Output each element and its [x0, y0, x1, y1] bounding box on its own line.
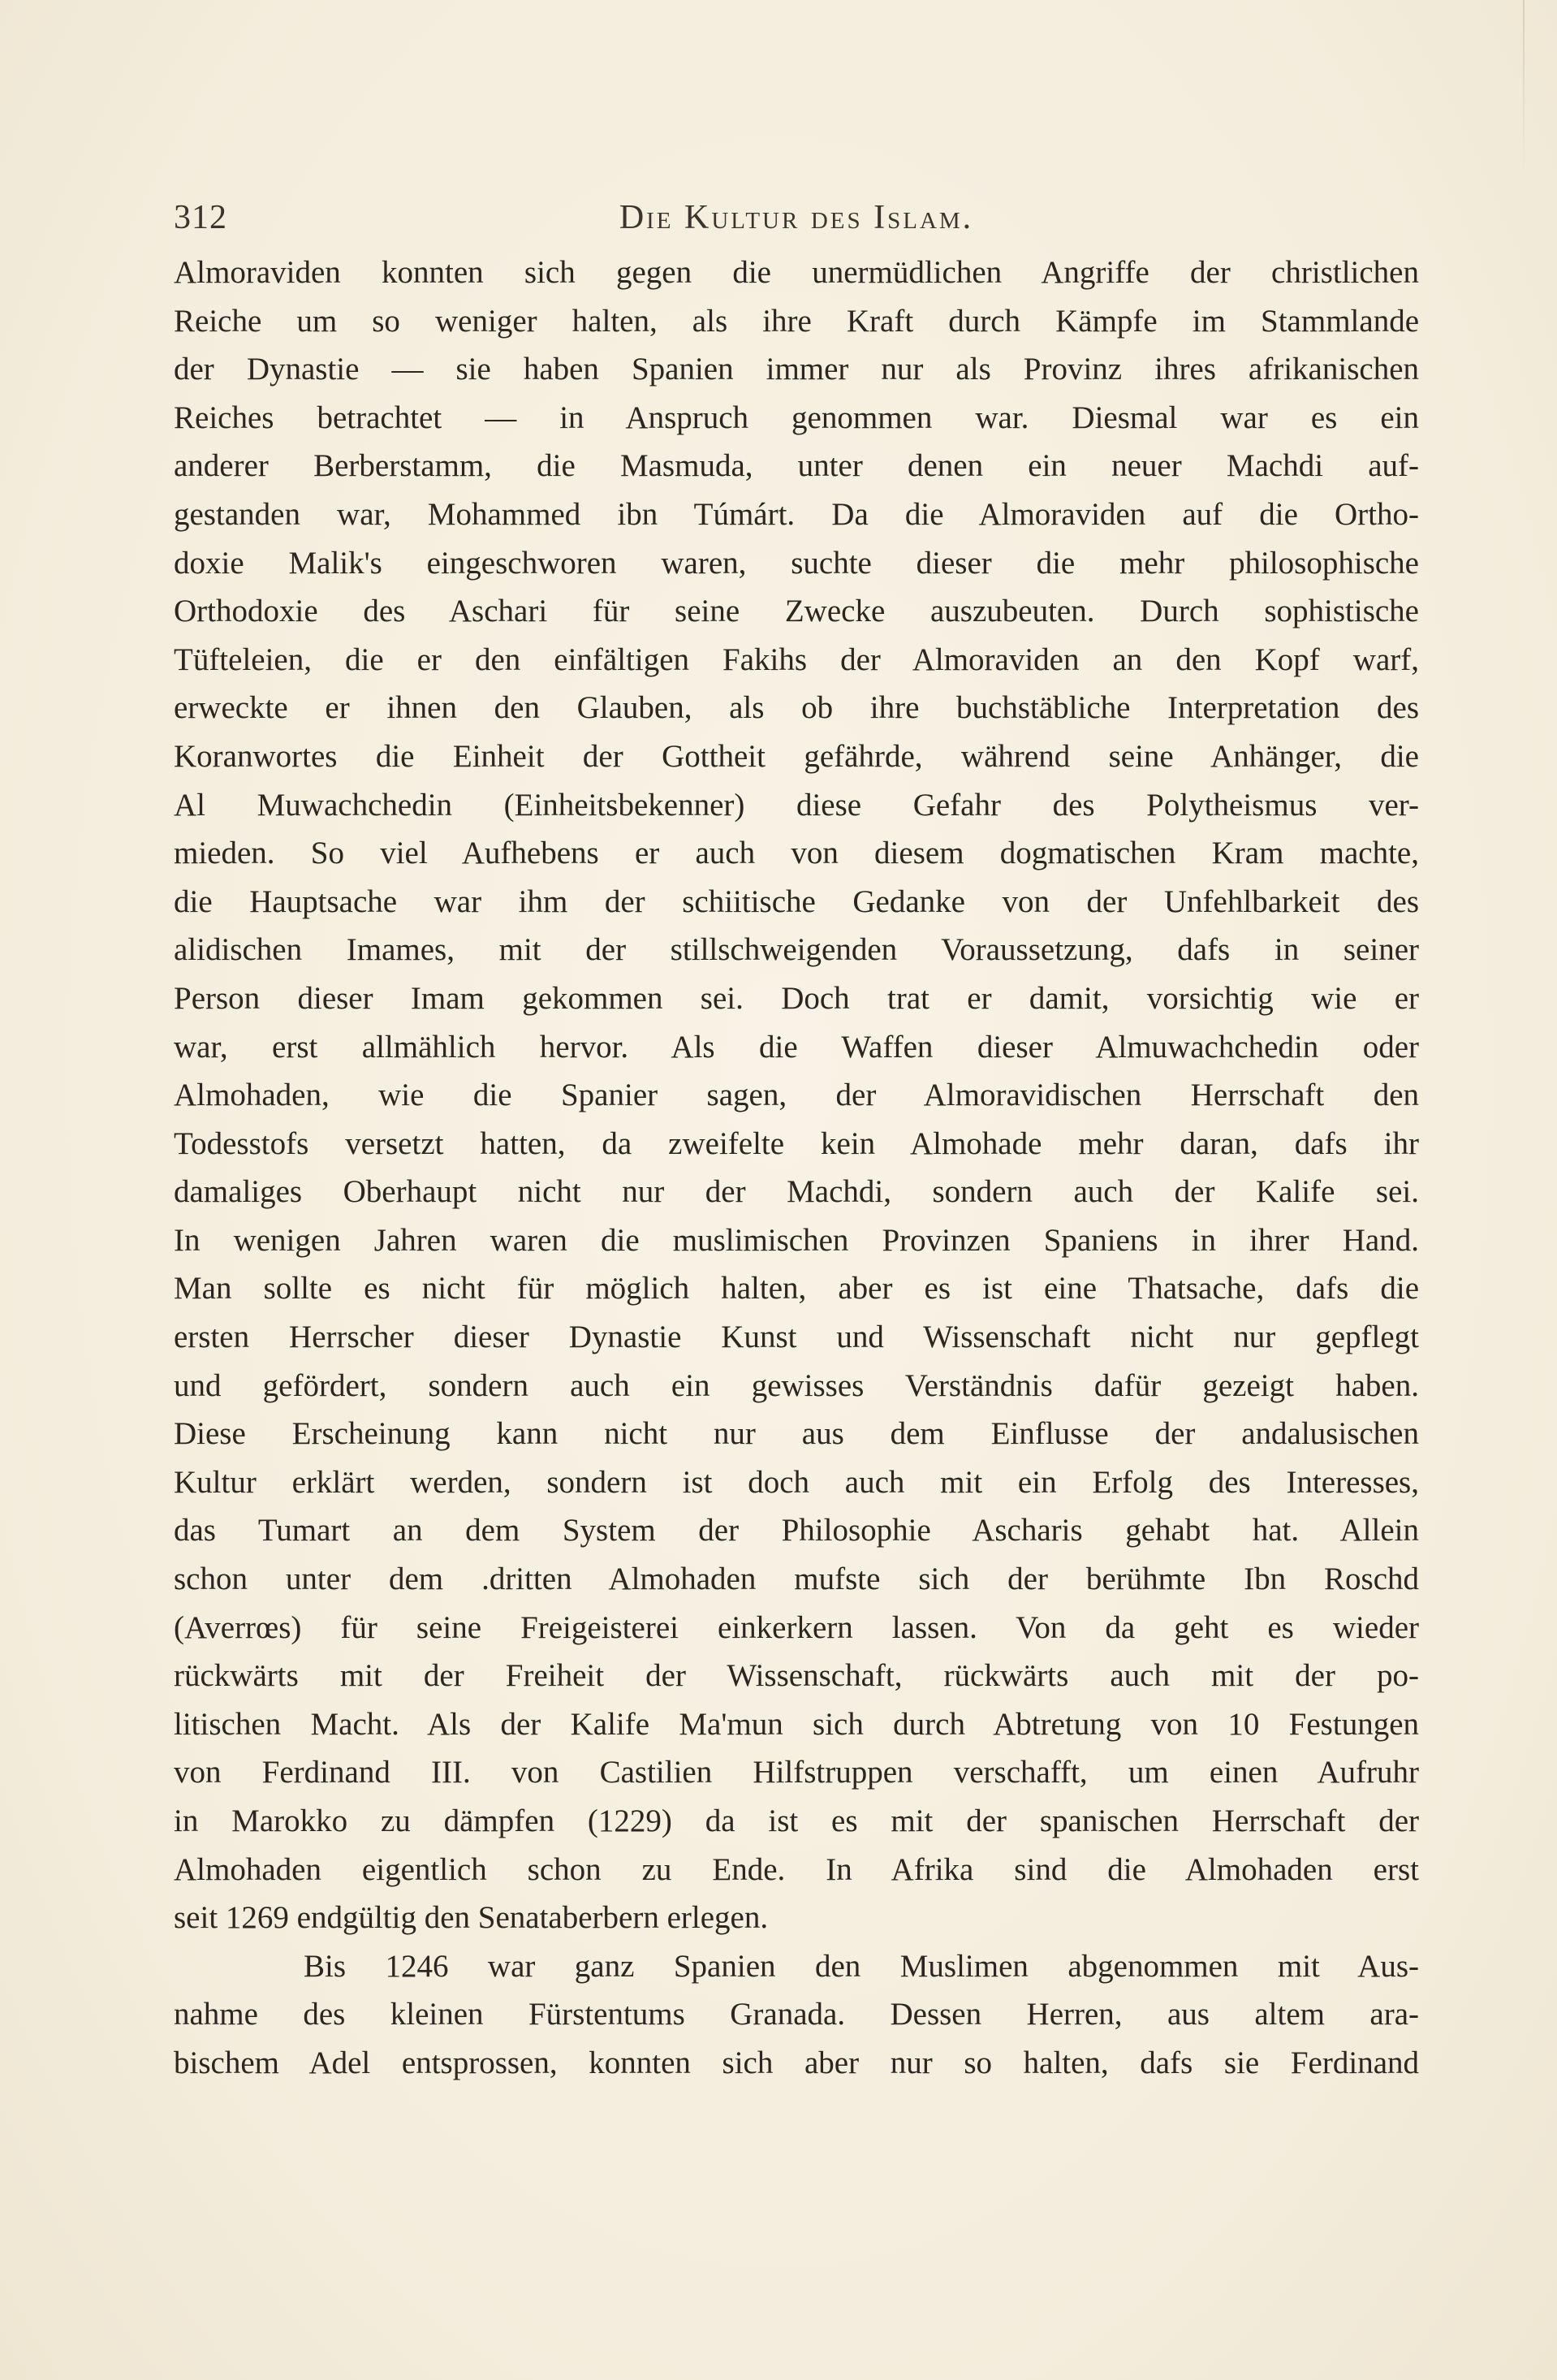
text-line: Almohaden eigentlich schon zu Ende. In Afrika sind die Almohaden erst — [174, 1851, 1419, 1887]
text-line: schon unter dem .dritten Almohaden mufste sich der berühmte Ibn Roschd — [174, 1561, 1419, 1597]
running-title: Die Kultur des Islam. — [619, 199, 974, 236]
text-line: In wenigen Jahren waren die muslimischen Provinzen Spaniens in ihrer Hand. — [174, 1222, 1419, 1258]
text-line: Orthodoxie des Aschari für seine Zwecke auszubeuten. Durch sophistische — [174, 594, 1419, 629]
text-line: doxie Malik's eingeschworen waren, suchte dieser die mehr philosophische — [174, 545, 1419, 581]
text-line: nahme des kleinen Fürstentums Granada. Dessen Herren, aus altem ara- — [174, 1997, 1419, 2032]
text-line: das Tumart an dem System der Philosophie Ascharis gehabt hat. Allein — [174, 1513, 1419, 1549]
text-line: Almoraviden konnten sich gegen die unermüdlichen Angriffe der christlichen — [174, 255, 1419, 290]
text-line: Bis 1246 war ganz Spanien den Muslimen abgenommen mit Aus- — [304, 1948, 1419, 1984]
text-line: Almohaden, wie die Spanier sagen, der Almoravidischen Herrschaft den — [174, 1078, 1419, 1113]
text-line: Diese Erscheinung kann nicht nur aus dem Einflusse der andalusischen — [174, 1416, 1419, 1452]
page-number: 312 — [174, 199, 227, 236]
text-line: gestanden war, Mohammed ibn Túmárt. Da die Almoraviden auf die Ortho- — [174, 496, 1419, 532]
text-line: war, erst allmählich hervor. Als die Waffen dieser Almuwachchedin oder — [174, 1029, 1419, 1065]
text-line: und gefördert, sondern auch ein gewisses Verständnis dafür gezeigt haben. — [174, 1367, 1419, 1403]
text-line: die Hauptsache war ihm der schiitische Gedanke von der Unfehlbarkeit des — [174, 883, 1419, 919]
text-line: seit 1269 endgültig den Senataberbern erlegen. — [174, 1900, 769, 1936]
text-line: Koranwortes die Einheit der Gottheit gefährde, während seine Anhänger, die — [174, 738, 1419, 774]
text-line: anderer Berberstamm, die Masmuda, unter denen ein neuer Machdi auf- — [174, 448, 1419, 484]
text-line: ersten Herrscher dieser Dynastie Kunst und Wissenschaft nicht nur gepflegt — [174, 1320, 1419, 1355]
text-line: Man sollte es nicht für möglich halten, aber es ist eine Thatsache, dafs die — [174, 1271, 1419, 1307]
text-line: Tüfteleien, die er den einfältigen Fakihs der Almoraviden an den Kopf warf, — [174, 641, 1419, 677]
text-line: mieden. So viel Aufhebens er auch von diesem dogmatischen Kram machte, — [174, 836, 1419, 871]
text-line: Al Muwachchedin (Einheitsbekenner) diese Gefahr des Polytheismus ver- — [174, 787, 1419, 823]
text-line: Todesstofs versetzt hatten, da zweifelte kein Almohade mehr daran, dafs ihr — [174, 1125, 1419, 1161]
page-edge-mark — [1523, 0, 1525, 179]
text-line: rückwärts mit der Freiheit der Wissenschaft, rückwärts auch mit der po- — [174, 1658, 1419, 1694]
text-line: Reiches betrachtet — in Anspruch genommen war. Diesmal war es ein — [174, 400, 1419, 435]
text-line: der Dynastie — sie haben Spanien immer nur als Provinz ihres afrikanischen — [174, 352, 1419, 387]
body-text — [174, 248, 1419, 2088]
text-line: erweckte er ihnen den Glauben, als ob ihre buchstäbliche Interpretation des — [174, 690, 1419, 726]
text-line: (Averrœs) für seine Freigeisterei einkerkern lassen. Von da geht es wieder — [174, 1609, 1419, 1645]
text-line: alidischen Imames, mit der stillschweigenden Voraussetzung, dafs in seiner — [174, 932, 1419, 968]
text-line: bischem Adel entsprossen, konnten sich aber nur so halten, dafs sie Ferdinand — [174, 2045, 1419, 2080]
text-line: in Marokko zu dämpfen (1229) da ist es mit der spanischen Herrschaft der — [174, 1803, 1419, 1838]
text-line: Person dieser Imam gekommen sei. Doch trat er damit, vorsichtig wie er — [174, 980, 1419, 1016]
text-line: Kultur erklärt werden, sondern ist doch auch mit ein Erfolg des Interesses, — [174, 1464, 1419, 1500]
text-line: damaliges Oberhaupt nicht nur der Machdi, sondern auch der Kalife sei. — [174, 1174, 1419, 1210]
page-header — [174, 198, 1419, 250]
text-line: Reiche um so weniger halten, als ihre Kraft durch Kämpfe im Stammlande — [174, 303, 1419, 339]
text-line: litischen Macht. Als der Kalife Ma'mun sich durch Abtretung von 10 Festungen — [174, 1706, 1419, 1742]
text-line: von Ferdinand III. von Castilien Hilfstruppen verschafft, um einen Aufruhr — [174, 1755, 1419, 1790]
